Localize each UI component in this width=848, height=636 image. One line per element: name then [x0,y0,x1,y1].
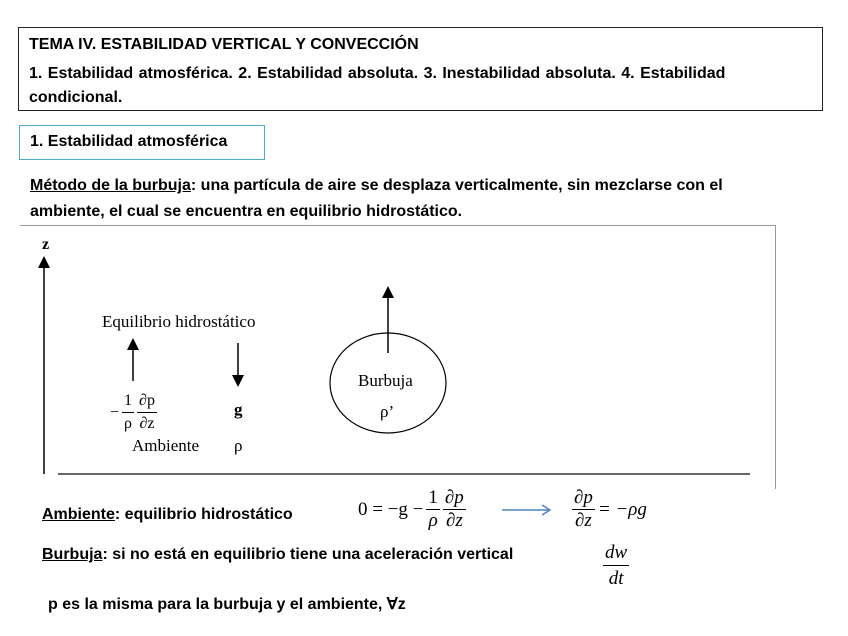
ambient-text: : equilibrio hidrostático [114,506,293,523]
gravity-label: g [234,400,243,419]
pressure-note: p es la misma para la burbuja y el ambiente, ∀z [48,596,406,613]
denominator: ∂z [445,510,463,531]
slide-subtitle: 1. Estabilidad atmosférica. 2. Estabilidad absoluta. 3. Inestabilidad absoluta. 4. Estabilidad condicional. [29,65,726,106]
intro-term: Método de la burbuja [30,177,191,194]
implies-arrow-icon [502,503,554,517]
denominator: dt [608,568,624,589]
ambient-line [42,506,293,524]
bubble-label: Burbuja [358,371,413,390]
intro-text: : una partícula de aire se desplaza verticalmente, sin mezclarse con el ambiente, el cual se encuentra en equilibrio hidrostático. [30,177,723,220]
hydrostatic-equation [358,487,466,532]
bubble-diagram [20,225,776,489]
denominator: ρ [428,510,438,531]
section-box [19,125,265,160]
slide-title: TEMA IV. ESTABILIDAD VERTICAL Y CONVECCIÓN [29,36,419,53]
header-box [18,27,823,111]
bubble-term: Burbuja [42,546,103,563]
numerator: 1 [122,390,134,413]
z-axis-label: z [42,236,50,253]
ambient-label: Ambiente [132,436,200,455]
bubble-text: : si no está en equilibrio tiene una aceleración vertical [102,546,514,563]
numerator: ∂p [137,390,157,413]
minus-sign: − [110,403,120,421]
intro-paragraph [30,173,790,225]
numerator: ∂p [444,487,464,508]
pressure-gradient-equation [572,487,647,532]
denominator: ρ [124,415,133,432]
numerator: dw [603,540,629,566]
ambient-term: Ambiente [42,506,115,523]
numerator: ∂p [574,487,593,508]
acceleration-term [603,540,629,591]
denominator: ∂z [139,415,155,432]
section-title: 1. Estabilidad atmosférica [30,133,228,150]
bubble-density: ρ’ [380,402,395,421]
bubble-line [42,546,513,564]
ambient-density: ρ [234,436,243,455]
equilibrium-label: Equilibrio hidrostático [102,312,256,331]
denominator: ∂z [575,510,592,531]
numerator: 1 [428,487,438,508]
equation-right: = −ρg [597,498,647,520]
equation-left: 0 = −g − [358,498,424,520]
pressure-gradient-term [110,390,157,435]
